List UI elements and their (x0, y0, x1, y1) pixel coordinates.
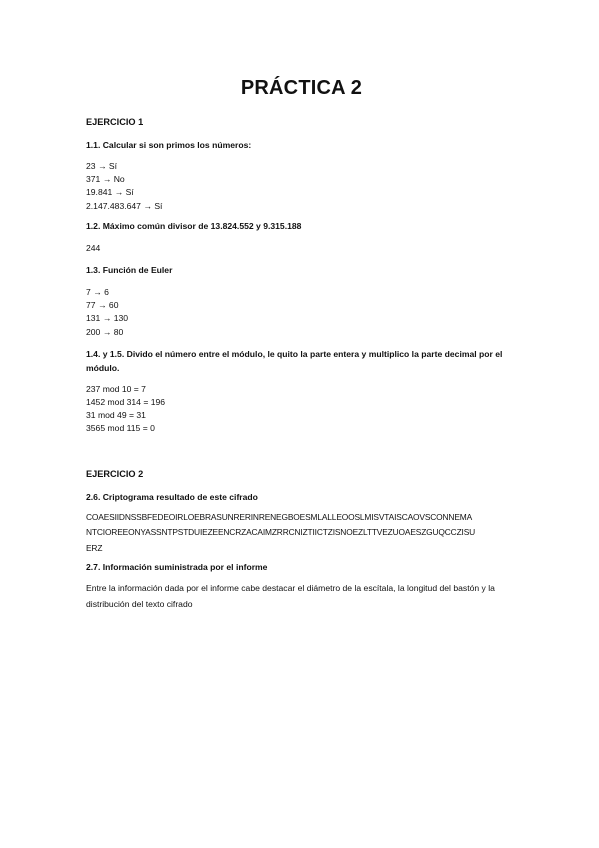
list-item: 23 → Sí (86, 161, 118, 171)
section-1-1-title: 1.1. Calcular si son primos los números: (86, 140, 252, 150)
list-item: 31 mod 49 = 31 (86, 410, 146, 421)
section-1-1 (86, 139, 517, 213)
list-item: 131 → 130 (86, 313, 129, 324)
cryptogram-line: ERZ (86, 543, 103, 554)
section-1-2-answer: 244 (86, 242, 101, 253)
section-2-7-text: Entre la información dada por el informe cabe destacar el diámetro de la escítala, la longitud del bastón y la distribución del texto cifrado (86, 583, 495, 609)
list-item: 3565 mod 115 = 0 (86, 423, 155, 434)
section-1-4-title: 1.4. y 1.5. Divido el número entre el módulo, le quito la parte entera y multiplico la parte decimal por el módulo. (86, 348, 503, 374)
list-item: 1452 mod 314 = 196 (86, 397, 166, 408)
section-2-7 (86, 561, 517, 612)
section-2-6 (86, 491, 517, 557)
list-item: 2.147.483.647 → Sí (86, 200, 163, 211)
section-1-3-title: 1.3. Función de Euler (86, 265, 173, 276)
section-1-3 (86, 264, 517, 339)
section-1-2 (86, 220, 517, 255)
cryptogram-line: NTCIOREEONYASSNTPSTDUIEZEENCRZACAIMZRRCNIZTIICTZISNOEZLTTVEZUOAESZGUQCCZISU (86, 527, 476, 538)
list-item: 7 → 6 (86, 287, 109, 298)
page-title: PRÁCTICA 2 (240, 77, 363, 99)
section-1-2-title: 1.2. Máximo común divisor de 13.824.552 y 9.315.188 (86, 220, 302, 231)
exercise-1 (86, 116, 517, 436)
exercise-1-heading: EJERCICIO 1 (86, 117, 144, 127)
list-item: 237 mod 10 = 7 (86, 383, 146, 394)
list-item: 77 → 60 (86, 300, 119, 311)
cryptogram-line: COAESIIDNSSBFEDEOIRLOEBRASUNRERINRENEGBOESMLALLEOOSLMISVTAISCAOVSCONNEMA (86, 511, 473, 522)
list-item: 371 → No (86, 174, 125, 185)
cryptogram (86, 510, 517, 557)
section-1-4 (86, 347, 517, 436)
list-item: 200 → 80 (86, 326, 124, 337)
list-item: 19.841 → Sí (86, 187, 134, 198)
exercise-2 (86, 468, 517, 612)
exercise-2-heading: EJERCICIO 2 (86, 468, 144, 479)
section-2-6-title: 2.6. Criptograma resultado de este cifrado (86, 491, 258, 502)
section-2-7-title: 2.7. Información suministrada por el informe (86, 562, 268, 573)
